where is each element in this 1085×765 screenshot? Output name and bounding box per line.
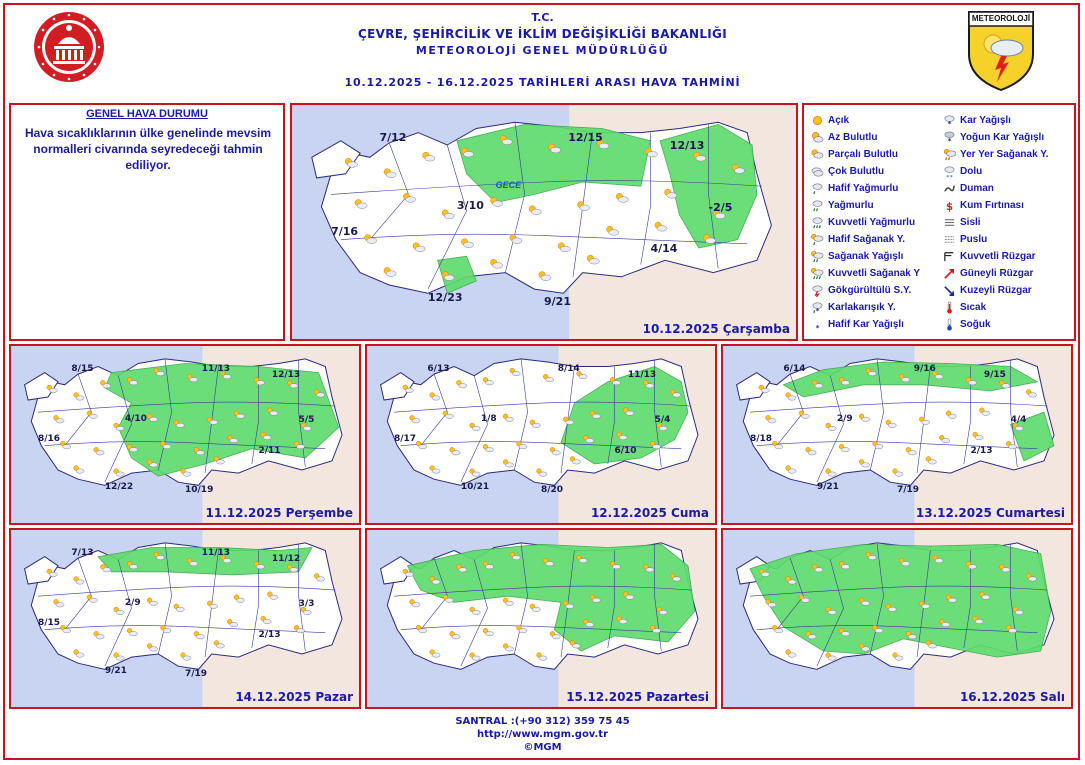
header-tc: T.C. bbox=[531, 11, 554, 24]
legend-item-cold bbox=[943, 316, 1049, 333]
legend-item-rain bbox=[811, 197, 920, 214]
svg-text:*: * bbox=[815, 306, 820, 314]
heavy-snow-icon bbox=[943, 131, 956, 144]
night-label: GECE bbox=[495, 179, 522, 190]
city-temperature: -2/5 bbox=[708, 200, 733, 214]
map-canvas bbox=[723, 530, 1071, 707]
map-date-label: 13.12.2025 Cumartesi bbox=[915, 506, 1065, 520]
city-temperature: 11/13 bbox=[201, 547, 231, 558]
general-weather-box bbox=[9, 103, 285, 341]
map-date-label: 14.12.2025 Pazar bbox=[235, 690, 353, 704]
legend-item-mist bbox=[943, 214, 1049, 231]
city-temperature: 8/14 bbox=[557, 363, 580, 374]
map-thursday bbox=[9, 344, 361, 525]
city-temperature: 11/12 bbox=[271, 553, 301, 564]
footer-url[interactable]: http://www.mgm.gov.tr bbox=[476, 729, 609, 740]
footer-phone: SANTRAL :(+90 312) 359 75 45 bbox=[455, 716, 630, 727]
legend-item-strong-wind bbox=[943, 248, 1049, 265]
map-monday bbox=[365, 528, 717, 709]
map-date-label: 12.12.2025 Cuma bbox=[590, 506, 709, 520]
legend-item-local-shower bbox=[943, 146, 1049, 163]
map-sunday bbox=[9, 528, 361, 709]
city-temperature: 5/4 bbox=[654, 415, 671, 426]
city-temperature: 4/14 bbox=[650, 241, 678, 255]
city-temperature: 7/19 bbox=[897, 485, 920, 496]
legend-label: Sıcak bbox=[960, 302, 987, 313]
city-temperature: 11/13 bbox=[627, 369, 657, 380]
legend-label: Yağmurlu bbox=[828, 200, 874, 211]
heavy-rain-icon bbox=[811, 216, 824, 229]
legend-item-north-wind bbox=[943, 282, 1049, 299]
city-temperature: 2/9 bbox=[124, 597, 141, 608]
city-temperature: 7/12 bbox=[379, 130, 407, 144]
header-forecast-title: 10.12.2025 - 16.12.2025 TARİHLERİ ARASI HAVA TAHMİNİ bbox=[344, 76, 741, 89]
legend-label: Açık bbox=[828, 115, 850, 126]
legend-label: Karlakarışık Y. bbox=[828, 302, 896, 313]
few-clouds-icon bbox=[811, 131, 824, 144]
city-temperature: 3/10 bbox=[456, 198, 484, 212]
smoke-icon bbox=[943, 182, 956, 195]
map-canvas bbox=[367, 346, 715, 523]
heavy-shower-icon bbox=[811, 267, 824, 280]
legend-column-right bbox=[943, 112, 1049, 333]
cold-icon bbox=[943, 318, 956, 331]
legend-label: Sisli bbox=[960, 217, 981, 228]
map-canvas bbox=[11, 530, 359, 707]
legend-label: Hafif Sağanak Y. bbox=[828, 234, 906, 245]
city-temperature: 4/10 bbox=[124, 413, 147, 424]
legend-item-south-wind bbox=[943, 265, 1049, 282]
map-date-label: 15.12.2025 Pazartesi bbox=[566, 690, 709, 704]
shower-icon bbox=[811, 250, 824, 263]
haze-icon bbox=[943, 233, 956, 246]
legend-item-hail bbox=[943, 163, 1049, 180]
legend-item-sleet bbox=[811, 299, 920, 316]
sleet-icon bbox=[811, 301, 824, 314]
map-canvas bbox=[723, 346, 1071, 523]
hail-icon bbox=[943, 165, 956, 178]
light-rain-icon bbox=[811, 182, 824, 195]
city-temperature: 12/13 bbox=[669, 138, 705, 152]
legend-label: Parçalı Bulutlu bbox=[828, 149, 899, 160]
city-temperature: 8/18 bbox=[750, 433, 773, 444]
legend-item-thunder-shower bbox=[811, 282, 920, 299]
legend-label: Hafif Yağmurlu bbox=[828, 183, 899, 194]
legend-item-heavy-shower bbox=[811, 265, 920, 282]
legend-label: Puslu bbox=[960, 234, 988, 245]
legend-label: Duman bbox=[960, 183, 994, 194]
legend-label: Gökgürültülü S.Y. bbox=[828, 285, 912, 296]
map-date-label: 11.12.2025 Perşembe bbox=[205, 506, 353, 520]
legend-label: Çok Bulutlu bbox=[828, 166, 885, 177]
city-temperature: 8/15 bbox=[38, 617, 61, 628]
legend-label: Sağanak Yağışlı bbox=[828, 251, 904, 262]
city-temperature: 9/21 bbox=[544, 295, 571, 309]
legend-item-haze bbox=[943, 231, 1049, 248]
legend-item-sun bbox=[811, 112, 920, 129]
city-temperature: 3/3 bbox=[298, 599, 315, 610]
local-shower-icon bbox=[943, 148, 956, 161]
city-temperature: 8/16 bbox=[38, 433, 61, 444]
city-temperature: 7/13 bbox=[71, 547, 94, 558]
city-temperature: 10/19 bbox=[185, 485, 214, 496]
footer-copyright: ©MGM bbox=[523, 742, 562, 753]
legend-label: Hafif Kar Yağışlı bbox=[828, 319, 904, 330]
city-temperature: 8/20 bbox=[541, 485, 564, 496]
city-temperature: 12/22 bbox=[104, 482, 134, 493]
city-temperature: 6/10 bbox=[614, 445, 637, 456]
partly-cloudy-icon bbox=[811, 148, 824, 161]
sun-icon bbox=[811, 114, 824, 127]
legend-label: Kuvvetli Sağanak Y bbox=[828, 268, 921, 279]
strong-wind-icon bbox=[943, 250, 956, 263]
legend-item-smoke bbox=[943, 180, 1049, 197]
rain-icon bbox=[811, 199, 824, 212]
header-directorate: METEOROLOJİ GENEL MÜDÜRLÜĞÜ bbox=[415, 44, 670, 57]
header-ministry: ÇEVRE, ŞEHİRCİLİK VE İKLİM DEĞİŞİKLİĞİ BAKANLIĞI bbox=[358, 27, 727, 41]
legend-item-snow bbox=[943, 112, 1049, 129]
city-temperature: 12/23 bbox=[427, 291, 463, 305]
light-snow-icon bbox=[811, 318, 824, 331]
north-wind-icon bbox=[943, 284, 956, 297]
legend-label: Kuvvetli Rüzgar bbox=[960, 251, 1036, 262]
legend-item-heavy-rain bbox=[811, 214, 920, 231]
thunder-shower-icon bbox=[811, 284, 824, 297]
svg-text:$: $ bbox=[945, 202, 954, 212]
city-temperature: 9/21 bbox=[816, 482, 839, 493]
legend-item-light-shower bbox=[811, 231, 920, 248]
legend-item-sandstorm bbox=[943, 197, 1049, 214]
city-temperature: 2/13 bbox=[258, 629, 281, 640]
city-temperature: 10/21 bbox=[460, 482, 490, 493]
city-temperature: 1/8 bbox=[480, 413, 497, 424]
map-tuesday bbox=[721, 528, 1073, 709]
city-temperature: 9/21 bbox=[104, 666, 127, 677]
legend-label: Kar Yağışlı bbox=[960, 115, 1011, 126]
city-temperature: 7/19 bbox=[185, 669, 208, 680]
city-temperature: 9/15 bbox=[983, 369, 1006, 380]
legend-label: Yer Yer Sağanak Y. bbox=[960, 149, 1049, 160]
legend-label: Kuzeyli Rüzgar bbox=[960, 285, 1032, 296]
legend-label: Soğuk bbox=[960, 319, 991, 330]
legend-item-shower bbox=[811, 248, 920, 265]
city-temperature: 2/13 bbox=[970, 445, 993, 456]
legend-item-few-clouds bbox=[811, 129, 920, 146]
hot-icon bbox=[943, 301, 956, 314]
city-temperature: 8/15 bbox=[71, 363, 94, 374]
svg-text:*: * bbox=[947, 136, 952, 144]
city-temperature: 4/4 bbox=[1010, 415, 1027, 426]
city-temperature: 6/14 bbox=[783, 363, 806, 374]
mist-icon bbox=[943, 216, 956, 229]
svg-text:*: * bbox=[815, 323, 820, 331]
map-saturday bbox=[721, 344, 1073, 525]
legend-label: Dolu bbox=[960, 166, 983, 177]
legend-item-light-snow bbox=[811, 316, 920, 333]
general-weather-text: Hava sıcaklıklarının ülke genelinde mevsim normalleri civarında seyredeceği tahmin ediliyor. bbox=[24, 126, 272, 172]
map-date-label: 16.12.2025 Salı bbox=[959, 690, 1065, 704]
general-weather-title: GENEL HAVA DURUMU bbox=[86, 108, 208, 120]
snow-icon bbox=[943, 114, 956, 127]
meteorology-logo-text: METEOROLOJİ bbox=[971, 14, 1031, 23]
legend-label: Az Bulutlu bbox=[828, 132, 878, 143]
city-temperature: 5/5 bbox=[298, 415, 315, 426]
south-wind-icon bbox=[943, 267, 956, 280]
legend-item-partly-cloudy bbox=[811, 146, 920, 163]
legend-column-left bbox=[811, 112, 920, 333]
legend-label: Güneyli Rüzgar bbox=[960, 268, 1034, 279]
city-temperature: 6/13 bbox=[427, 363, 450, 374]
legend-item-hot bbox=[943, 299, 1049, 316]
map-wednesday bbox=[290, 103, 798, 341]
map-date-label: 10.12.2025 Çarşamba bbox=[642, 322, 790, 336]
legend-label: Kum Fırtınası bbox=[960, 200, 1024, 211]
city-temperature: 12/15 bbox=[568, 130, 603, 144]
light-shower-icon bbox=[811, 233, 824, 246]
city-temperature: 9/16 bbox=[913, 363, 936, 374]
legend-item-light-rain bbox=[811, 180, 920, 197]
svg-text:*: * bbox=[947, 119, 952, 127]
legend-item-cloudy bbox=[811, 163, 920, 180]
cloudy-icon bbox=[811, 165, 824, 178]
city-temperature: 8/17 bbox=[394, 433, 417, 444]
legend-box bbox=[802, 103, 1076, 341]
city-temperature: 11/13 bbox=[201, 363, 231, 374]
legend-label: Kuvvetli Yağmurlu bbox=[828, 217, 916, 228]
legend-item-heavy-snow bbox=[943, 129, 1049, 146]
map-canvas bbox=[11, 346, 359, 523]
city-temperature: 12/13 bbox=[271, 369, 301, 380]
map-friday bbox=[365, 344, 717, 525]
city-temperature: 7/16 bbox=[331, 225, 359, 239]
legend-label: Yoğun Kar Yağışlı bbox=[960, 132, 1045, 143]
map-canvas bbox=[367, 530, 715, 707]
sandstorm-icon bbox=[943, 199, 956, 212]
city-temperature: 2/9 bbox=[836, 413, 853, 424]
city-temperature: 2/11 bbox=[258, 445, 281, 456]
